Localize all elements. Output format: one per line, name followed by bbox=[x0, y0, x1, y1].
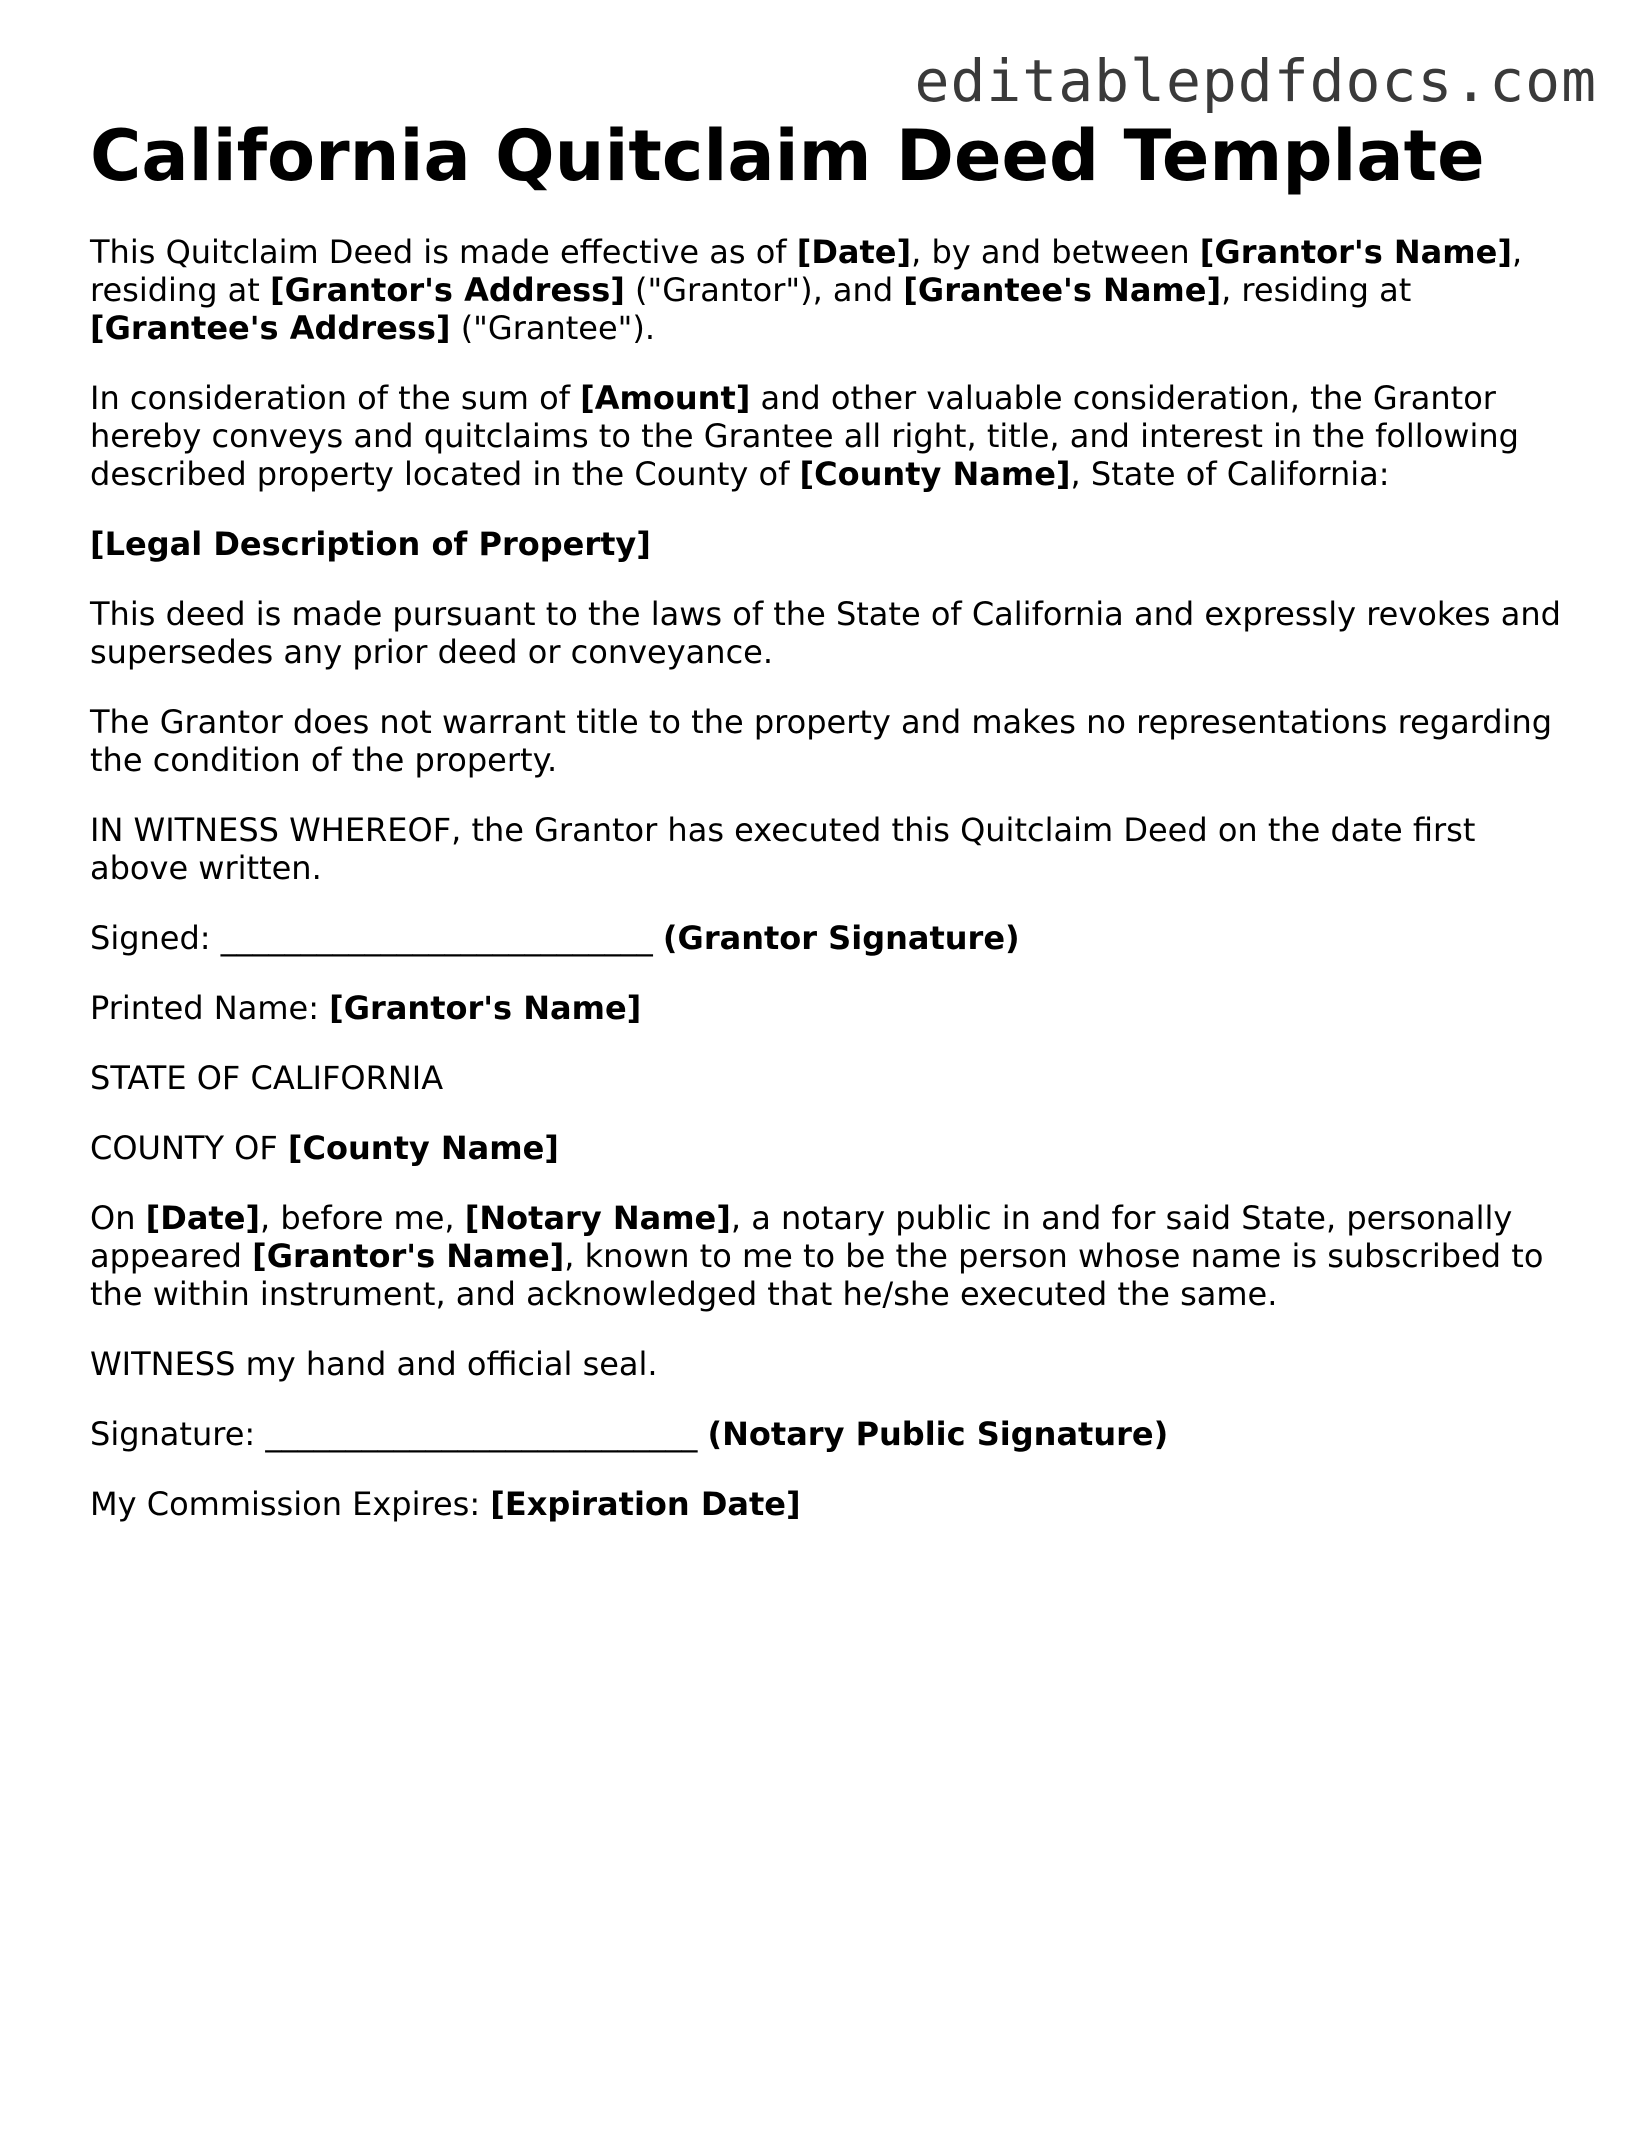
grantee-name-placeholder: [Grantee's Name] bbox=[903, 271, 1222, 309]
county-label: COUNTY OF bbox=[90, 1129, 288, 1167]
consideration-text-3: , State of California: bbox=[1070, 455, 1390, 493]
intro-text-1: This Quitclaim Deed is made effective as of bbox=[90, 233, 797, 271]
signature-blank: ___________________________ bbox=[220, 919, 653, 957]
commission-label: My Commission Expires: bbox=[90, 1485, 491, 1523]
notary-signature-note: (Notary Public Signature) bbox=[707, 1415, 1169, 1453]
amount-placeholder: [Amount] bbox=[580, 379, 751, 417]
notary-date-placeholder: [Date] bbox=[145, 1199, 261, 1237]
intro-text-2: , by and between bbox=[911, 233, 1200, 271]
notary-grantor-name-placeholder: [Grantor's Name] bbox=[252, 1237, 565, 1275]
printed-name-label: Printed Name: bbox=[90, 989, 330, 1027]
notary-text-2: , before me, bbox=[260, 1199, 465, 1237]
county-name-placeholder: [County Name] bbox=[287, 1129, 559, 1167]
signed-label: Signed: bbox=[90, 919, 221, 957]
notary-text-1: On bbox=[90, 1199, 146, 1237]
expiration-date-placeholder: [Expiration Date] bbox=[490, 1485, 801, 1523]
intro-paragraph bbox=[90, 233, 1580, 347]
grantor-name-placeholder: [Grantor's Name] bbox=[1199, 233, 1512, 271]
grantor-signature-note: (Grantor Signature) bbox=[662, 919, 1020, 957]
grantor-signature-line bbox=[90, 919, 1580, 957]
county-placeholder: [County Name] bbox=[799, 455, 1071, 493]
consideration-text-1: In consideration of the sum of bbox=[90, 379, 581, 417]
county-line bbox=[90, 1129, 1580, 1167]
consideration-text-2: and other valuable consideration, the Grantor hereby conveys and quitclaims to the Grantee all right, title, and interest in the following described property located in the County of bbox=[90, 379, 1519, 493]
legal-description-paragraph bbox=[90, 525, 1580, 563]
page-title: California Quitclaim Deed Template bbox=[90, 115, 1485, 197]
witness-seal-line: WITNESS my hand and official seal. bbox=[90, 1345, 658, 1383]
state-line: STATE OF CALIFORNIA bbox=[90, 1059, 444, 1097]
notary-paragraph bbox=[90, 1199, 1580, 1313]
date-placeholder: [Date] bbox=[796, 233, 912, 271]
site-watermark: editablepdfdocs.com bbox=[914, 47, 1597, 115]
notary-name-placeholder: [Notary Name] bbox=[464, 1199, 731, 1237]
notary-text-3: , a notary public in and for said State, personally appeared bbox=[90, 1199, 1513, 1275]
commission-line bbox=[90, 1485, 1580, 1523]
warranty-paragraph: The Grantor does not warrant title to the property and makes no representations regarding the condition of the property. bbox=[90, 703, 1553, 779]
printed-name-line bbox=[90, 989, 1580, 1027]
notary-text-4: , known to me to be the person whose name is subscribed to the within instrument, and acknowledged that he/she executed the same. bbox=[90, 1237, 1544, 1313]
grantor-address-placeholder: [Grantor's Address] bbox=[270, 271, 625, 309]
notary-signature-line bbox=[90, 1415, 1580, 1453]
intro-text-3: , residing at bbox=[90, 233, 1523, 309]
grantee-address-placeholder: [Grantee's Address] bbox=[90, 309, 451, 347]
laws-paragraph: This deed is made pursuant to the laws of the State of California and expressly revokes and supersedes any prior deed or conveyance. bbox=[90, 595, 1561, 671]
notary-signature-blank: ___________________________ bbox=[265, 1415, 698, 1453]
intro-text-6: ("Grantee"). bbox=[450, 309, 656, 347]
intro-text-5: , residing at bbox=[1221, 271, 1412, 309]
legal-description-placeholder: [Legal Description of Property] bbox=[90, 525, 651, 563]
witness-paragraph: IN WITNESS WHEREOF, the Grantor has executed this Quitclaim Deed on the date first above written. bbox=[90, 811, 1476, 887]
notary-signature-label: Signature: bbox=[90, 1415, 266, 1453]
intro-text-4: ("Grantor"), and bbox=[624, 271, 904, 309]
consideration-paragraph bbox=[90, 379, 1580, 493]
document-page bbox=[90, 115, 1580, 1555]
printed-name-placeholder: [Grantor's Name] bbox=[329, 989, 642, 1027]
